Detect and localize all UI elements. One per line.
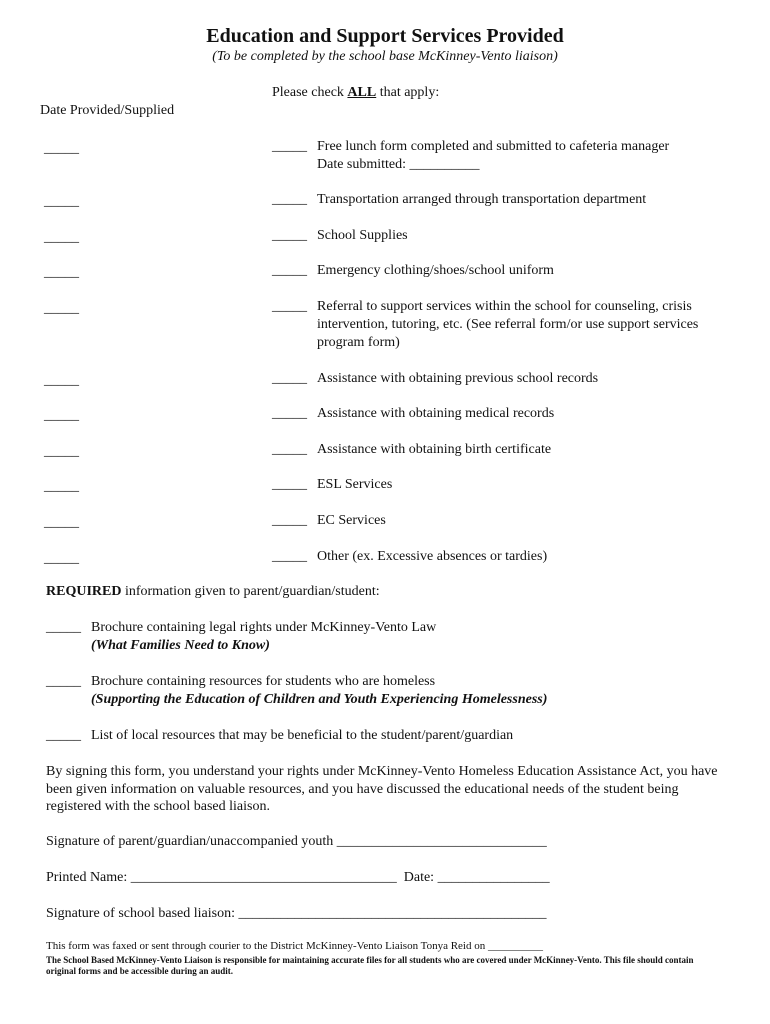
date-blank[interactable]: _____	[44, 408, 79, 423]
checkbox-blank[interactable]: _____	[272, 139, 307, 154]
required-item-text	[91, 619, 706, 655]
service-item-label: School Supplies	[317, 228, 408, 243]
date-column-label: Date Provided/Supplied	[40, 103, 175, 118]
check-instruction	[272, 84, 439, 102]
required-item-label: Brochure containing resources for students who are homeless	[91, 674, 436, 689]
service-item	[272, 441, 742, 459]
date-blank[interactable]: _____	[44, 551, 79, 566]
required-item-text	[91, 673, 706, 709]
form-subtitle: (To be completed by the school base McKinney-Vento liaison)	[212, 49, 558, 64]
date-blank[interactable]: _____	[44, 194, 79, 209]
check-instruction-prefix: Please check	[272, 85, 348, 100]
required-item	[46, 619, 706, 655]
printed-name-date-field[interactable]: Printed Name: ______________________________________ Date: ________________	[46, 870, 550, 885]
liaison-signature-field[interactable]: Signature of school based liaison: ____________________________________________	[46, 906, 547, 921]
check-instruction-all: ALL	[347, 85, 377, 100]
checkbox-blank[interactable]: _____	[272, 371, 307, 386]
required-item-label: Brochure containing legal rights under McKinney-Vento Law	[91, 620, 437, 635]
service-item-label: EC Services	[317, 513, 386, 528]
service-item	[272, 370, 742, 388]
checkbox-blank[interactable]: _____	[272, 549, 307, 564]
service-item-label: Transportation arranged through transportation department	[317, 192, 647, 207]
required-item-sublabel: (What Families Need to Know)	[91, 638, 270, 653]
checkbox-blank[interactable]: _____	[272, 477, 307, 492]
date-blank[interactable]: _____	[44, 515, 79, 530]
service-item	[272, 512, 742, 530]
service-item-label: Assistance with obtaining previous school records	[317, 371, 599, 386]
service-item	[272, 191, 742, 209]
checkbox-blank[interactable]: _____	[272, 228, 307, 243]
service-item-text	[317, 138, 742, 174]
date-blank[interactable]: _____	[44, 265, 79, 280]
checkbox-blank[interactable]: _____	[272, 192, 307, 207]
checkbox-blank[interactable]: _____	[46, 728, 81, 743]
check-instruction-suffix: that apply:	[376, 85, 440, 100]
required-item-sublabel: (Supporting the Education of Children and Youth Experiencing Homelessness)	[91, 692, 548, 707]
required-item-label: List of local resources that may be beneficial to the student/parent/guardian	[91, 728, 514, 743]
fax-note: This form was faxed or sent through courier to the District McKinney-Vento Liaison Tonya Reid on __________	[46, 940, 543, 952]
service-item	[272, 262, 742, 280]
service-item	[272, 227, 742, 245]
checkbox-blank[interactable]: _____	[272, 513, 307, 528]
service-item-label: Assistance with obtaining medical records	[317, 406, 555, 421]
required-heading-rest: information given to parent/guardian/student:	[121, 584, 380, 599]
service-item-label: Assistance with obtaining birth certificate	[317, 442, 552, 457]
date-blank[interactable]: _____	[44, 444, 79, 459]
service-item	[272, 298, 742, 352]
service-item	[272, 548, 742, 566]
service-item-label: Free lunch form completed and submitted to cafeteria manager	[317, 139, 670, 154]
service-item-label: Other (ex. Excessive absences or tardies)	[317, 549, 548, 564]
checkbox-blank[interactable]: _____	[272, 442, 307, 457]
parent-signature-field[interactable]: Signature of parent/guardian/unaccompanied youth ______________________________	[46, 834, 547, 849]
required-item	[46, 727, 706, 745]
required-heading-bold: REQUIRED	[46, 584, 122, 599]
service-item-label: Emergency clothing/shoes/school uniform	[317, 263, 554, 278]
form-title: Education and Support Services Provided	[206, 25, 564, 47]
checkbox-blank[interactable]: _____	[272, 406, 307, 421]
checkbox-blank[interactable]: _____	[272, 299, 307, 314]
date-blank[interactable]: _____	[44, 479, 79, 494]
date-submitted-field[interactable]: Date submitted: __________	[317, 157, 480, 172]
date-blank[interactable]: _____	[44, 373, 79, 388]
required-item	[46, 673, 706, 709]
checkbox-blank[interactable]: _____	[46, 620, 81, 635]
service-item	[272, 138, 742, 174]
required-heading	[46, 583, 380, 601]
service-item-label: ESL Services	[317, 477, 393, 492]
responsibility-note: The School Based McKinney-Vento Liaison is responsible for maintaining accurate files for all students who are covered under McKinney-Vento. This file should contain original forms and be accessible during an audit.	[46, 955, 694, 976]
service-item	[272, 476, 742, 494]
date-blank[interactable]: _____	[44, 141, 79, 156]
checkbox-blank[interactable]: _____	[46, 674, 81, 689]
date-blank[interactable]: _____	[44, 230, 79, 245]
service-item	[272, 405, 742, 423]
date-blank[interactable]: _____	[44, 301, 79, 316]
service-item-label: Referral to support services within the school for counseling, crisis intervention, tutoring, etc. (See referral form/or use support services program form)	[317, 299, 699, 350]
checkbox-blank[interactable]: _____	[272, 263, 307, 278]
acknowledgement-paragraph: By signing this form, you understand your rights under McKinney-Vento Homeless Education Assistance Act, you have been given information on valuable resources, and you have discussed the educational needs of the student being registered with the school based liaison.	[46, 764, 718, 814]
